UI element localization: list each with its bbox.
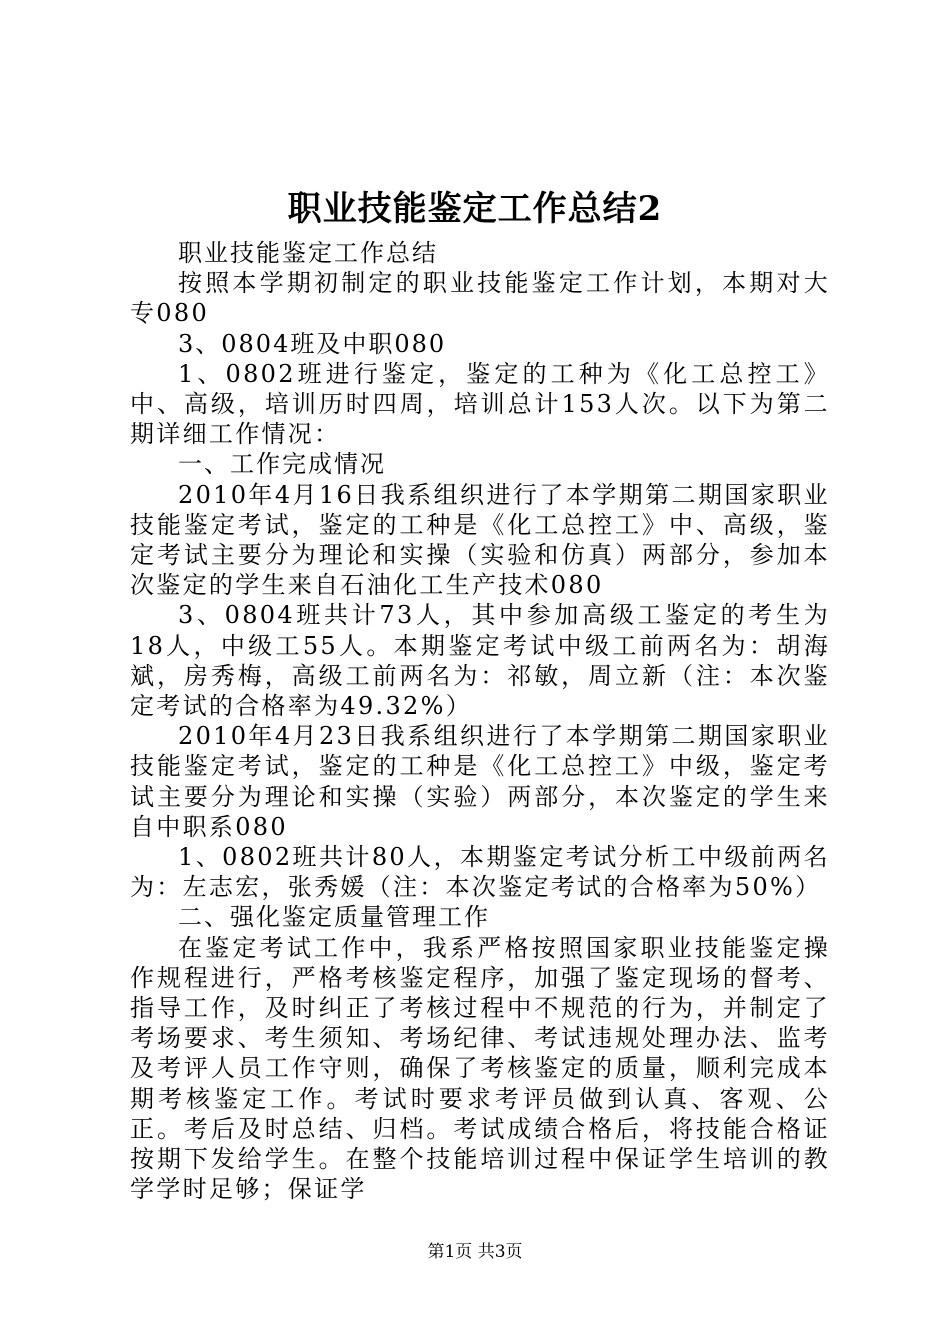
paragraph: 2010年4月23日我系组织进行了本学期第二期国家职业技能鉴定考试，鉴定的工种是《化工总控工》中级，鉴定考试主要分为理论和实操（实验）两部分，本次鉴定的学生来自中职系080 <box>130 722 830 841</box>
section-heading: 二、强化鉴定质量管理工作 <box>178 903 490 932</box>
paragraph: 1、0802班进行鉴定，鉴定的工种为《化工总控工》中、高级，培训历时四周，培训总计153人次。以下为第二期详细工作情况： <box>130 359 830 449</box>
paragraph: 2010年4月16日我系组织进行了本学期第二期国家职业技能鉴定考试，鉴定的工种是《化工总控工》中、高级，鉴定考试主要分为理论和实操（实验和仿真）两部分，参加本次鉴定的学生来自石油化工生产技术080 <box>130 480 830 600</box>
document-body <box>130 238 830 1205</box>
paragraph: 在鉴定考试工作中，我系严格按照国家职业技能鉴定操作规程进行，严格考核鉴定程序，加强了鉴定现场的督考、指导工作，及时纠正了考核过程中不规范的行为，并制定了考场要求、考生须知、考场纪律、考试违规处理办法、监考及考评人员工作守则，确保了考核鉴定的质量，顺利完成本期考核鉴定工作。考试时要求考评员做到认真、客观、公正。考后及时总结、归档。考试成绩合格后，将技能合格证按期下发给学生。在整个技能培训过程中保证学生培训的教学学时足够；保证学 <box>130 933 830 1204</box>
paragraph: 3、0804班及中职080 <box>178 329 447 358</box>
document-title: 职业技能鉴定工作总结2 <box>287 189 663 229</box>
page-number-footer: 第1页 共3页 <box>427 1242 523 1262</box>
paragraph-subtitle: 职业技能鉴定工作总结 <box>178 239 438 267</box>
paragraph: 按照本学期初制定的职业技能鉴定工作计划，本期对大专080 <box>130 269 830 328</box>
paragraph: 1、0802班共计80人，本期鉴定考试分析工中级前两名为：左志宏，张秀媛（注：本次鉴定考试的合格率为50%） <box>130 843 830 902</box>
section-heading: 一、工作完成情况 <box>178 450 386 479</box>
paragraph: 3、0804班共计73人，其中参加高级工鉴定的考生为18人，中级工55人。本期鉴定考试中级工前两名为：胡海斌，房秀梅，高级工前两名为：祁敏，周立新（注：本次鉴定考试的合格率为49.32%） <box>130 601 830 721</box>
